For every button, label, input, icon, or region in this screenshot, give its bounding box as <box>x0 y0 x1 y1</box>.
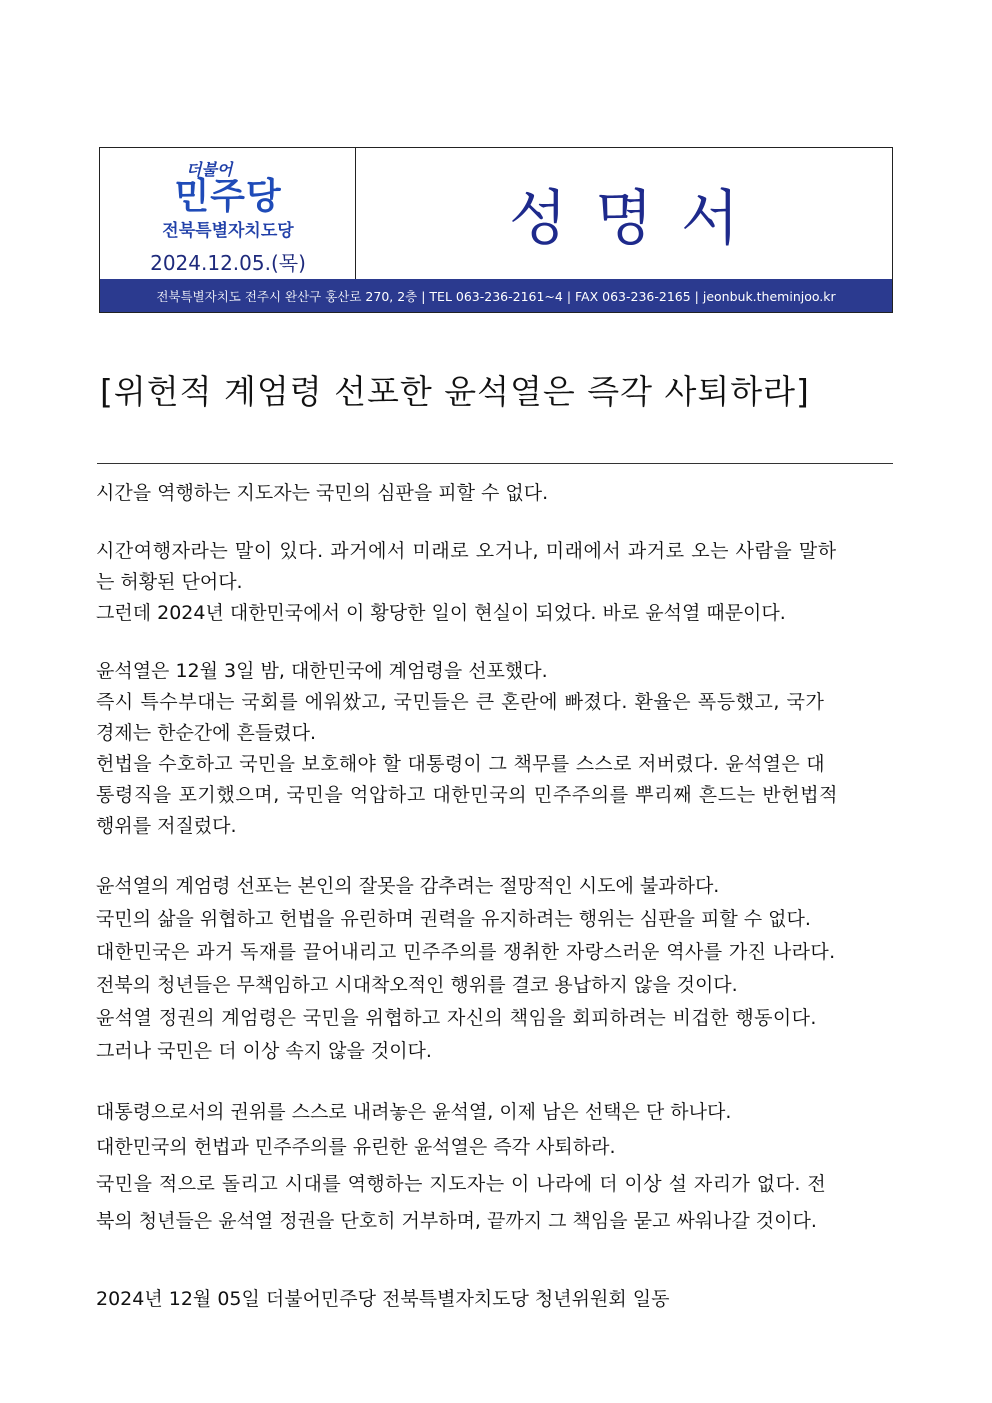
body-line: 시간여행자라는 말이 있다. 과거에서 미래로 오거나, 미래에서 과거로 오는 사람을 말하 <box>96 540 837 562</box>
body-line: 헌법을 수호하고 국민을 보호해야 할 대통령이 그 책무를 스스로 저버렸다. 윤석열은 대 <box>96 753 825 775</box>
body-line: 그러나 국민은 더 이상 속지 않을 것이다. <box>96 1040 432 1062</box>
contact-info-text: 전북특별자치도 전주시 완산구 홍산로 270, 2층 | TEL 063-236-2161~4 | FAX 063-236-2165 | jeonbuk.theminjoo.kr <box>156 288 836 304</box>
statement-headline: [위헌적 계엄령 선포한 윤석열은 즉각 사퇴하라] <box>100 372 810 411</box>
doc-type-title: 성명서 <box>509 183 767 254</box>
statement-header <box>99 147 893 313</box>
body-line: 국민의 삶을 위협하고 헌법을 유린하며 권력을 유지하려는 행위는 심판을 피할 수 없다. <box>96 908 811 930</box>
body-line: 시간을 역행하는 지도자는 국민의 심판을 피할 수 없다. <box>96 482 549 504</box>
logo-main-text: 민주당 <box>174 176 282 217</box>
body-line: 그런데 2024년 대한민국에서 이 황당한 일이 현실이 되었다. 바로 윤석열 때문이다. <box>96 602 786 624</box>
body-line: 대한민국은 과거 독재를 끌어내리고 민주주의를 쟁취한 자랑스러운 역사를 가진 나라다. <box>96 941 836 963</box>
body-line: 는 허황된 단어다. <box>96 571 243 593</box>
body-line: 대한민국의 헌법과 민주주의를 유린한 윤석열은 즉각 사퇴하라. <box>96 1136 616 1158</box>
logo-branch-text: 전북특별자치도당 <box>162 221 294 241</box>
body-line: 국민을 적으로 돌리고 시대를 역행하는 지도자는 이 나라에 더 이상 설 자리가 없다. 전 <box>96 1173 827 1195</box>
body-line: 즉시 특수부대는 국회를 에워쌌고, 국민들은 큰 혼란에 빠졌다. 환율은 폭등했고, 국가 <box>96 691 825 713</box>
body-line: 북의 청년들은 윤석열 정권을 단호히 거부하며, 끝까지 그 책임을 묻고 싸워나갈 것이다. <box>96 1210 817 1232</box>
issue-date: 2024.12.05.(목) <box>150 251 306 275</box>
signature-line: 2024년 12월 05일 더불어민주당 전북특별자치도당 청년위원회 일동 <box>96 1288 670 1310</box>
body-line: 전북의 청년들은 무책임하고 시대착오적인 행위를 결코 용납하지 않을 것이다. <box>96 974 738 996</box>
divider-line <box>97 463 893 464</box>
doc-type-cell <box>356 148 892 279</box>
body-line: 대통령으로서의 권위를 스스로 내려놓은 윤석열, 이제 남은 선택은 단 하나다. <box>96 1101 732 1123</box>
body-line: 윤석열 정권의 계엄령은 국민을 위협하고 자신의 책임을 회피하려는 비겁한 행동이다. <box>96 1007 817 1029</box>
body-line: 통령직을 포기했으며, 국민을 억압하고 대한민국의 민주주의를 뿌리째 흔드는 반헌법적 <box>96 784 839 806</box>
party-logo <box>100 148 356 279</box>
logo-top-text: 더불어 <box>186 160 233 179</box>
contact-info-bar <box>100 279 892 312</box>
body-line: 윤석열의 계엄령 선포는 본인의 잘못을 감추려는 절망적인 시도에 불과하다. <box>96 875 720 897</box>
body-line: 윤석열은 12월 3일 밤, 대한민국에 계엄령을 선포했다. <box>96 660 548 682</box>
body-line: 경제는 한순간에 흔들렸다. <box>96 722 317 744</box>
body-line: 행위를 저질렀다. <box>96 815 237 837</box>
